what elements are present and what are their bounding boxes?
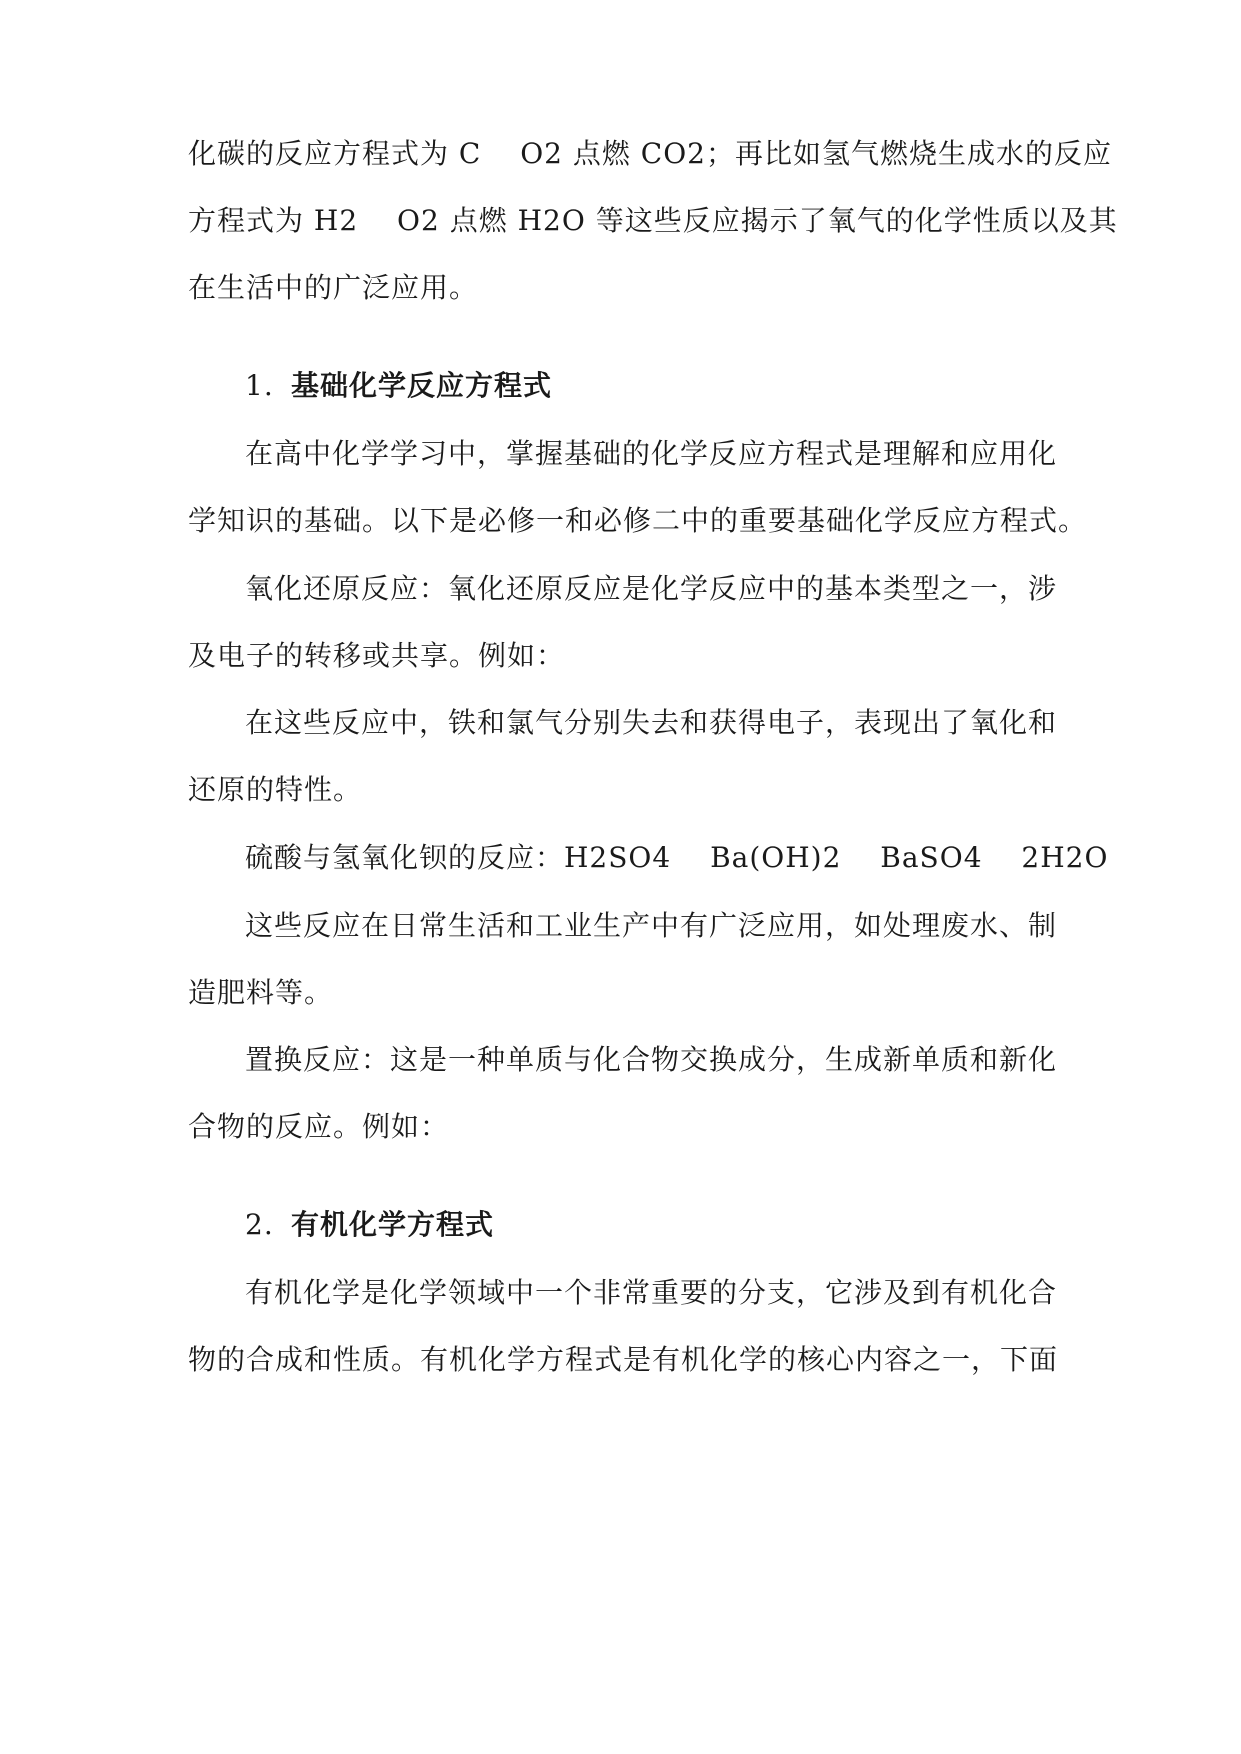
paragraph-line: 物的合成和性质。有机化学方程式是有机化学的核心内容之一，下面 — [188, 1343, 1059, 1376]
paragraph-line: 氧化还原反应：氧化还原反应是化学反应中的基本类型之一，涉 — [245, 572, 1058, 605]
text-line: 在生活中的广泛应用。 — [188, 271, 479, 304]
paragraph-line: 及电子的转移或共享。例如： — [188, 639, 566, 672]
section-heading-2 — [245, 1205, 494, 1245]
section-heading-1 — [245, 366, 552, 406]
section-number: 2. — [245, 1208, 274, 1241]
text-line: 方程式为 H2 O2 点燃 H2O 等这些反应揭示了氧气的化学性质以及其 — [188, 204, 1118, 237]
paragraph-line: 合物的反应。例如： — [188, 1110, 450, 1143]
section-title: 有机化学方程式 — [291, 1208, 495, 1241]
paragraph-line: 在这些反应中，铁和氯气分别失去和获得电子，表现出了氧化和 — [245, 706, 1058, 739]
paragraph-line: 在高中化学学习中，掌握基础的化学反应方程式是理解和应用化 — [245, 437, 1058, 470]
paragraph-line: 置换反应：这是一种单质与化合物交换成分，生成新单质和新化 — [245, 1043, 1058, 1076]
paragraph-line: 有机化学是化学领域中一个非常重要的分支，它涉及到有机化合 — [245, 1276, 1058, 1309]
paragraph-line: 还原的特性。 — [188, 773, 363, 806]
paragraph-line: 这些反应在日常生活和工业生产中有广泛应用，如处理废水、制 — [245, 909, 1058, 942]
paragraph-line: 造肥料等。 — [188, 976, 334, 1009]
paragraph-line: 硫酸与氢氧化钡的反应：H2SO4 Ba(OH)2 BaSO4 2H2O — [245, 841, 1109, 874]
text-line: 化碳的反应方程式为 C O2 点燃 CO2；再比如氢气燃烧生成水的反应 — [188, 137, 1112, 170]
section-number: 1. — [245, 369, 274, 402]
paragraph-line: 学知识的基础。以下是必修一和必修二中的重要基础化学反应方程式。 — [188, 504, 1088, 537]
section-title: 基础化学反应方程式 — [291, 369, 553, 402]
